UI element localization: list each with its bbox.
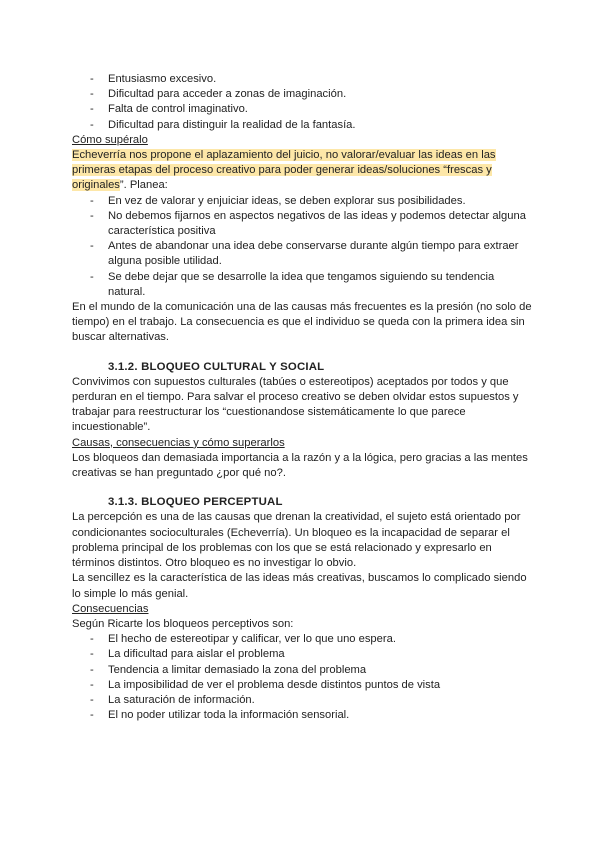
paragraph-ricarte: Según Ricarte los bloqueos perceptivos son: [72,617,294,630]
list-item: - Antes de abandonar una idea debe conservarse durante algún tiempo para extraer alguna posible utilidad. [72,239,532,269]
paragraph-percepcion: La percepción es una de las causas que drenan la creatividad, el sujeto está orientado por condicionantes socioculturales (Echeverría). Un bloqueo es la incapacidad de separar el problema principal de los problemas con los que se está relacionado y expresarlo en términos distintos. Otro bloqueo es no investigar lo obvio. [72,511,521,570]
list-item: - La imposibilidad de ver el problema desde distintos puntos de vista [72,678,532,693]
list-item: - Dificultad para distinguir la realidad de la fantasía. [72,118,532,133]
highlight-text: Echeverría nos propone el aplazamiento del juicio, no valorar/evaluar las ideas en las primeras etapas del proceso creativo para poder generar ideas/soluciones “frescas y originales [72,149,496,192]
list-item: - Se debe dejar que se desarrolle la idea que tengamos siguiendo su tendencia natural. [72,270,532,300]
list-item: - No debemos fijarnos en aspectos negativos de las ideas y podemos detectar alguna característica positiva [72,209,532,239]
paragraph-cultural: Convivimos con supuestos culturales (tabúes o estereotipos) aceptados por todos y que perduran en el tiempo. Para salvar el proceso creativo se deben olvidar estos supuestos y trabajar para reestructurar los “cuestionandose sistemáticamente lo que parece incuestionable”. [72,375,519,434]
list-item: - Falta de control imaginativo. [72,102,532,117]
paragraph-comunicacion: En el mundo de la comunicación una de las causas más frecuentes es la presión (no solo de tiempo) en el trabajo. La consecuencia es que el individuo se queda con la primera idea sin buscar alternativas. [72,301,532,344]
paragraph-bloqueos: Los bloqueos dan demasiada importancia a la razón y a la lógica, pero gracias a las mentes creativas se han preguntado ¿por qué no?. [72,451,528,480]
bullet-list-symptoms [72,72,532,133]
bullet-list-perceptual [72,632,532,723]
subheading-consecuencias: Consecuencias [72,602,149,615]
list-item: - El no poder utilizar toda la información sensorial. [72,708,532,723]
subheading-causas: Causas, consecuencias y cómo superarlos [72,436,285,449]
list-item: - El hecho de estereotipar y calificar, ver lo que uno espera. [72,632,532,647]
paragraph-sencillez: La sencillez es la característica de las ideas más creativas, buscamos lo complicado siendo lo simple lo más genial. [72,572,527,600]
bullet-list-plan [72,194,532,300]
section-heading-3-1-2: 3.1.2. BLOQUEO CULTURAL Y SOCIAL [108,360,325,373]
highlighted-paragraph [72,148,532,194]
list-item: - Tendencia a limitar demasiado la zona del problema [72,663,532,678]
paragraph-tail: ”. Planea: [119,179,168,192]
list-item: - En vez de valorar y enjuiciar ideas, se deben explorar sus posibilidades. [72,194,532,209]
subheading-como-superalo: Cómo supéralo [72,133,148,146]
list-item: - Entusiasmo excesivo. [72,72,532,87]
list-item: - La saturación de información. [72,693,532,708]
section-heading-3-1-3: 3.1.3. BLOQUEO PERCEPTUAL [108,496,283,509]
list-item: - Dificultad para acceder a zonas de imaginación. [72,87,532,102]
document-body [72,72,532,723]
list-item: - La dificultad para aislar el problema [72,647,532,662]
